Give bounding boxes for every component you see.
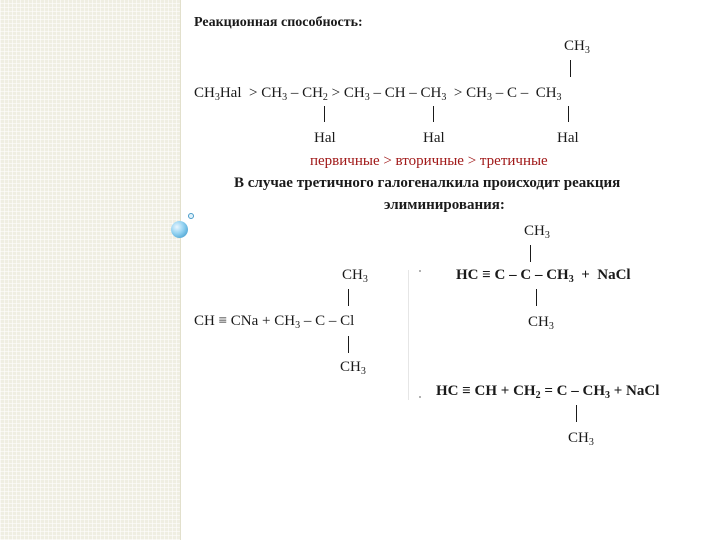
product-one-bottom-methyl: $CH_3$ [528, 314, 554, 332]
product-two-bottom-methyl: $CH_3$ [568, 430, 594, 448]
hal-tertiary: Hal [557, 130, 579, 146]
product-one-equation: HC ≡ C – C – $CH_3$ + NaCl [456, 267, 631, 285]
reactivity-series: $CH_3Hal > CH_3 - CH_2 > CH_3$ – CH – $CH_3 > CH_3 - C - CH_3$ [194, 85, 562, 103]
arrow-mark [419, 396, 421, 398]
product-one-top-methyl: $CH_3$ [524, 223, 550, 241]
reactant-bottom-methyl: $CH_3$ [340, 359, 366, 377]
bubble-ornament [171, 221, 188, 238]
elimination-note: В случае третичного галогеналкила происходит реакция [234, 175, 621, 191]
bond-line [348, 289, 349, 306]
bond-line [568, 106, 569, 122]
sidebar-divider [180, 0, 181, 540]
elimination-note-cont: элиминирования: [384, 197, 505, 213]
reactant-top-methyl: $CH_3$ [342, 267, 368, 285]
arrow-mark [419, 270, 421, 272]
tertiary-top-methyl: $CH_3$ [564, 38, 590, 56]
bond-line [324, 106, 325, 122]
bond-line [348, 336, 349, 353]
decorative-sidebar [0, 0, 180, 540]
bond-line [433, 106, 434, 122]
bond-line [530, 245, 531, 262]
bond-line [570, 60, 571, 77]
reaction-divider [408, 270, 409, 400]
substitution-equation: CH ≡ CNa + $CH_3$ – C – Cl [194, 313, 355, 331]
bond-line [576, 405, 577, 422]
slide-title: Реакционная способность: [194, 15, 363, 30]
reactivity-order: первичные > вторичные > третичные [310, 153, 548, 169]
small-bubble-ornament [188, 213, 194, 219]
hal-primary: Hal [314, 130, 336, 146]
bond-line [536, 289, 537, 306]
hal-secondary: Hal [423, 130, 445, 146]
product-two-equation: HC ≡ CH + $CH_2 = C - CH_3$ + NaCl [436, 383, 660, 401]
